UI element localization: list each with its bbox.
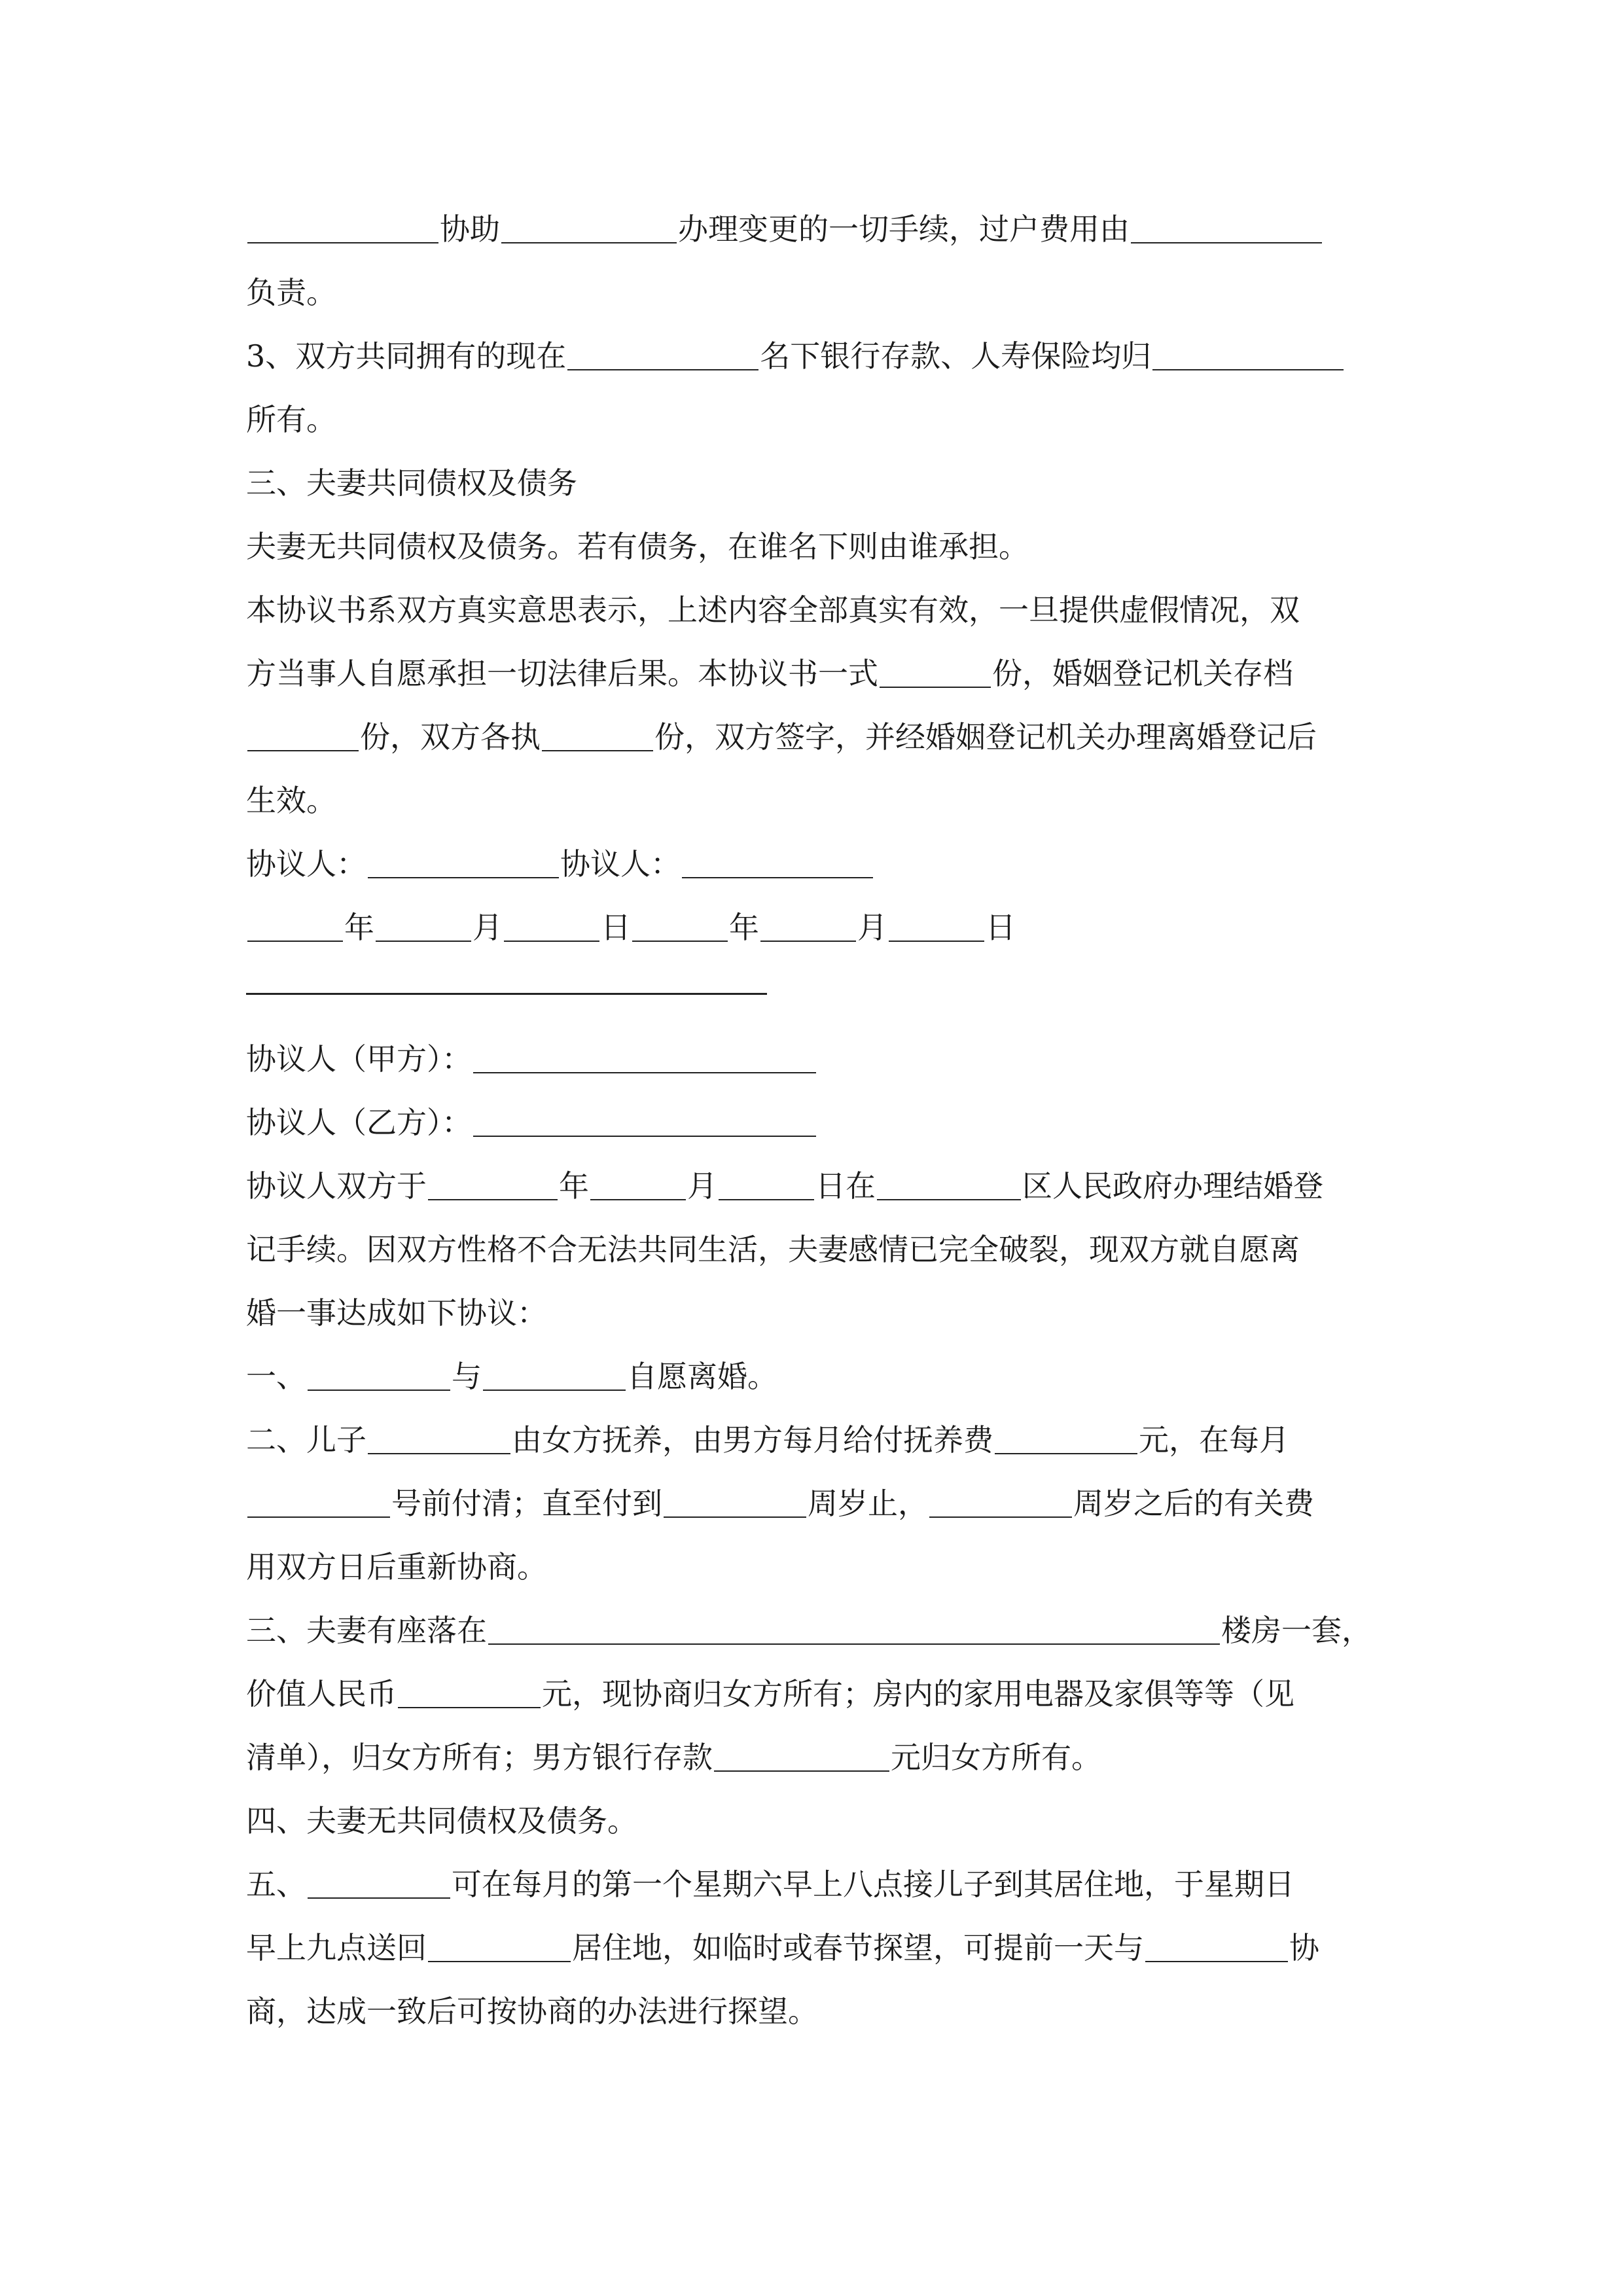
text-line — [246, 590, 1300, 630]
fill-blank — [488, 1612, 1220, 1645]
text-line — [246, 1738, 1101, 1777]
fill-blank — [398, 1676, 541, 1708]
fill-blank — [714, 1739, 889, 1772]
text-segment: 早上九点送回 — [246, 1930, 427, 1965]
text-segment: 自愿离婚。 — [627, 1359, 777, 1394]
text-segment: 年 — [344, 910, 374, 945]
fill-blank — [247, 211, 438, 243]
fill-blank — [368, 1422, 510, 1454]
text-segment: 份，婚姻登记机关存档 — [992, 656, 1293, 691]
text-segment: 二、儿子 — [246, 1422, 366, 1458]
text-segment: 元，在每月 — [1139, 1422, 1289, 1458]
text-segment: 四、夫妻无共同债权及债务。 — [246, 1803, 637, 1839]
text-segment: 协议人： — [246, 846, 366, 882]
text-segment: 负责。 — [246, 275, 336, 310]
text-segment: 协议人： — [560, 846, 681, 882]
fill-blank — [880, 655, 991, 688]
separator — [246, 971, 767, 1011]
text-segment: 与 — [452, 1359, 482, 1394]
fill-blank — [473, 1104, 816, 1137]
text-line — [246, 717, 1317, 757]
fill-blank — [542, 719, 653, 751]
fill-blank — [877, 1168, 1021, 1200]
text-line — [246, 1992, 818, 2031]
text-segment: 五、 — [246, 1867, 306, 1902]
clause-2 — [246, 1420, 1289, 1460]
text-segment: 居住地，如临时或春节探望，可提前一天与 — [572, 1930, 1144, 1965]
text-line — [246, 400, 336, 439]
text-segment: 可在每月的第一个星期六早上八点接儿子到其居住地，于星期日 — [452, 1867, 1294, 1902]
fill-blank — [682, 846, 873, 878]
text-line — [246, 1928, 1319, 1967]
text-segment: 三、夫妻有座落在 — [246, 1613, 487, 1648]
text-segment: 月 — [473, 910, 503, 945]
fill-blank — [719, 1168, 814, 1200]
fill-blank — [308, 1358, 450, 1391]
text-segment: 年 — [729, 910, 759, 945]
text-segment: 月 — [687, 1168, 717, 1204]
text-segment: 协 — [1289, 1930, 1319, 1965]
text-segment: 方当事人自愿承担一切法律后果。本协议书一式 — [246, 656, 878, 691]
clause-5 — [246, 1865, 1294, 1904]
fill-blank — [428, 1929, 571, 1962]
text-segment: 商，达成一致后可按协商的办法进行探望。 — [246, 1994, 818, 2029]
fill-blank — [483, 1358, 626, 1391]
fill-blank — [428, 1168, 558, 1200]
date-line — [246, 908, 1016, 947]
text-segment: 所有。 — [246, 402, 336, 437]
text-segment: 份，双方签字，并经婚姻登记机关办理离婚登记后 — [654, 719, 1317, 755]
text-line — [246, 273, 336, 312]
fill-blank — [368, 846, 559, 878]
signature-line — [246, 844, 874, 884]
fill-blank — [929, 1485, 1072, 1518]
text-line — [246, 1166, 1323, 1206]
text-segment: 日在 — [815, 1168, 876, 1204]
text-line — [246, 209, 1323, 249]
fill-blank — [473, 1041, 816, 1073]
fill-blank — [1145, 1929, 1288, 1962]
text-segment: 元，现协商归女方所有；房内的家用电器及家俱等等（见 — [542, 1676, 1294, 1712]
fill-blank — [504, 909, 599, 942]
text-segment: 月 — [857, 910, 887, 945]
text-segment: 周岁止， — [808, 1486, 928, 1521]
fill-blank — [247, 719, 359, 751]
signature-line — [246, 1039, 817, 1079]
text-segment: 协助 — [440, 211, 500, 247]
text-segment: 本协议书系双方真实意思表示，上述内容全部真实有效，一旦提供虚假情况，双 — [246, 592, 1300, 628]
text-segment: 年 — [559, 1168, 589, 1204]
text-segment: 办理变更的一切手续，过户费用由 — [678, 211, 1130, 247]
fill-blank — [889, 909, 984, 942]
text-line — [246, 1230, 1300, 1269]
text-segment: 三、夫妻共同债权及债务 — [246, 465, 577, 501]
text-segment: 3、双方共同拥有的现在 — [246, 338, 567, 374]
text-line — [246, 1293, 547, 1333]
text-segment: 一、 — [246, 1359, 306, 1394]
text-segment: 清单），归女方所有；男方银行存款 — [246, 1740, 713, 1775]
text-line — [246, 1484, 1314, 1523]
text-segment: 婚一事达成如下协议： — [246, 1295, 547, 1331]
text-segment: 日 — [601, 910, 631, 945]
fill-blank — [760, 909, 856, 942]
fill-blank — [664, 1485, 806, 1518]
text-segment: 记手续。因双方性格不合无法共同生活，夫妻感情已完全破裂，现双方就自愿离 — [246, 1232, 1300, 1267]
clause-3 — [246, 1611, 1372, 1650]
fill-blank — [567, 338, 758, 370]
text-segment: 协议人（甲方）： — [246, 1041, 472, 1077]
fill-blank — [247, 909, 343, 942]
fill-blank — [308, 1866, 450, 1899]
text-segment: 元归女方所有。 — [891, 1740, 1101, 1775]
fill-blank — [1152, 338, 1344, 370]
text-segment: 份，双方各执 — [360, 719, 541, 755]
text-line — [246, 336, 1345, 376]
signature-line — [246, 1103, 817, 1142]
text-segment: 协议人（乙方）： — [246, 1105, 472, 1140]
text-line — [246, 781, 336, 820]
clause-4 — [246, 1801, 637, 1840]
text-line — [246, 1547, 547, 1587]
text-segment: 楼房一套， — [1221, 1613, 1372, 1648]
fill-blank — [590, 1168, 686, 1200]
text-line — [246, 527, 1029, 566]
divider-rule — [246, 993, 767, 995]
fill-blank — [376, 909, 471, 942]
text-segment: 协议人双方于 — [246, 1168, 427, 1204]
text-segment: 由女方抚养，由男方每月给付抚养费 — [512, 1422, 993, 1458]
text-segment: 日 — [986, 910, 1016, 945]
text-line — [246, 1674, 1294, 1713]
text-segment: 区人民政府办理结婚登 — [1022, 1168, 1323, 1204]
clause-1 — [246, 1357, 777, 1396]
text-segment: 夫妻无共同债权及债务。若有债务，在谁名下则由谁承担。 — [246, 529, 1029, 564]
text-line — [246, 654, 1293, 693]
fill-blank — [1131, 211, 1322, 243]
fill-blank — [995, 1422, 1137, 1454]
text-segment: 周岁之后的有关费 — [1073, 1486, 1314, 1521]
fill-blank — [501, 211, 677, 243]
text-segment: 号前付清；直至付到 — [391, 1486, 662, 1521]
text-segment: 名下银行存款、人寿保险均归 — [760, 338, 1152, 374]
text-segment: 生效。 — [246, 783, 336, 818]
fill-blank — [247, 1485, 390, 1518]
text-segment: 用双方日后重新协商。 — [246, 1549, 547, 1585]
section-heading — [246, 463, 577, 503]
text-segment: 价值人民币 — [246, 1676, 397, 1712]
fill-blank — [632, 909, 728, 942]
